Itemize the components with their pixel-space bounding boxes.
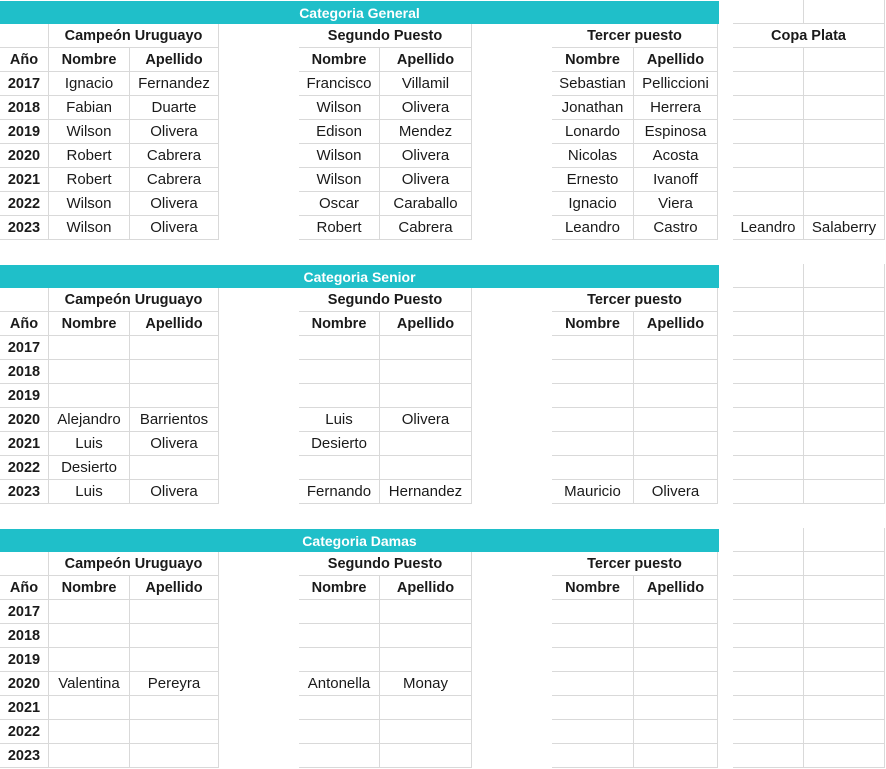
name-cell[interactable]: Fabian: [49, 96, 130, 120]
name-cell[interactable]: Fernandez: [130, 72, 219, 96]
name-cell[interactable]: [733, 360, 804, 384]
second-place-group-header: Segundo Puesto: [299, 288, 472, 312]
name-cell[interactable]: [49, 720, 130, 744]
name-cell[interactable]: [130, 336, 219, 360]
column-header-last-name: Apellido: [130, 312, 219, 336]
name-cell[interactable]: Cabrera: [380, 216, 472, 240]
section-title: Categoria General: [0, 1, 719, 24]
grid-cell[interactable]: [733, 552, 804, 576]
third-place-group-header: Tercer puesto: [552, 24, 718, 48]
name-cell[interactable]: [552, 384, 634, 408]
name-cell[interactable]: [380, 336, 472, 360]
name-cell[interactable]: [49, 744, 130, 768]
grid-cell[interactable]: [733, 0, 804, 24]
name-cell[interactable]: [804, 336, 885, 360]
name-cell[interactable]: Pereyra: [130, 672, 219, 696]
name-cell[interactable]: [733, 408, 804, 432]
column-header-first-name: Nombre: [552, 576, 634, 600]
name-cell[interactable]: [804, 744, 885, 768]
name-cell[interactable]: [804, 360, 885, 384]
name-cell[interactable]: [380, 696, 472, 720]
name-cell[interactable]: Luis: [49, 480, 130, 504]
column-header-first-name: Nombre: [49, 48, 130, 72]
grid-cell[interactable]: [804, 528, 885, 552]
year-column-header: Año: [0, 576, 49, 600]
name-cell[interactable]: [634, 624, 718, 648]
name-cell[interactable]: [552, 696, 634, 720]
year-cell: 2018: [0, 624, 49, 648]
name-cell[interactable]: Castro: [634, 216, 718, 240]
name-cell[interactable]: [804, 168, 885, 192]
silver-cup-group-header: Copa Plata: [733, 24, 885, 48]
name-cell[interactable]: Antonella: [299, 672, 380, 696]
grid-cell[interactable]: [733, 576, 804, 600]
name-cell[interactable]: Wilson: [49, 216, 130, 240]
name-cell[interactable]: [130, 384, 219, 408]
name-cell[interactable]: Olivera: [634, 480, 718, 504]
name-cell[interactable]: Leandro: [552, 216, 634, 240]
section-title: Categoria Damas: [0, 529, 719, 552]
name-cell[interactable]: Salaberry: [804, 216, 885, 240]
name-cell[interactable]: Wilson: [299, 96, 380, 120]
column-header-last-name: Apellido: [380, 48, 472, 72]
name-cell[interactable]: Wilson: [299, 144, 380, 168]
name-cell[interactable]: Lonardo: [552, 120, 634, 144]
name-cell[interactable]: [733, 144, 804, 168]
year-cell: 2020: [0, 672, 49, 696]
name-cell[interactable]: [733, 624, 804, 648]
name-cell[interactable]: [634, 432, 718, 456]
grid-cell[interactable]: [804, 576, 885, 600]
name-cell[interactable]: [299, 456, 380, 480]
name-cell[interactable]: Olivera: [130, 120, 219, 144]
grid-cell[interactable]: [804, 552, 885, 576]
grid-cell[interactable]: [804, 48, 885, 72]
name-cell[interactable]: [733, 480, 804, 504]
name-cell[interactable]: Alejandro: [49, 408, 130, 432]
name-cell[interactable]: [634, 720, 718, 744]
column-header-last-name: Apellido: [634, 312, 718, 336]
name-cell[interactable]: [804, 144, 885, 168]
name-cell[interactable]: [733, 96, 804, 120]
name-cell[interactable]: [804, 384, 885, 408]
column-header-first-name: Nombre: [552, 312, 634, 336]
name-cell[interactable]: Caraballo: [380, 192, 472, 216]
name-cell[interactable]: [804, 480, 885, 504]
name-cell[interactable]: [380, 432, 472, 456]
name-cell[interactable]: Luis: [299, 408, 380, 432]
year-cell: 2021: [0, 432, 49, 456]
name-cell[interactable]: [634, 408, 718, 432]
name-cell[interactable]: [634, 384, 718, 408]
grid-cell[interactable]: [804, 312, 885, 336]
name-cell[interactable]: [804, 192, 885, 216]
name-cell[interactable]: [804, 672, 885, 696]
name-cell[interactable]: [49, 624, 130, 648]
year-cell: 2017: [0, 72, 49, 96]
name-cell[interactable]: [733, 432, 804, 456]
column-header-last-name: Apellido: [130, 48, 219, 72]
name-cell[interactable]: [804, 96, 885, 120]
name-cell[interactable]: Luis: [49, 432, 130, 456]
name-cell[interactable]: Viera: [634, 192, 718, 216]
column-header-last-name: Apellido: [380, 312, 472, 336]
column-header-last-name: Apellido: [380, 576, 472, 600]
year-cell: 2020: [0, 144, 49, 168]
name-cell[interactable]: [299, 624, 380, 648]
name-cell[interactable]: [130, 720, 219, 744]
column-header-last-name: Apellido: [634, 48, 718, 72]
name-cell[interactable]: [634, 600, 718, 624]
name-cell[interactable]: [552, 744, 634, 768]
name-cell[interactable]: [552, 456, 634, 480]
name-cell[interactable]: [733, 600, 804, 624]
name-cell[interactable]: Pelliccioni: [634, 72, 718, 96]
name-cell[interactable]: [380, 456, 472, 480]
third-place-group-header: Tercer puesto: [552, 288, 718, 312]
name-cell[interactable]: Wilson: [299, 168, 380, 192]
name-cell[interactable]: [733, 120, 804, 144]
name-cell[interactable]: [299, 384, 380, 408]
name-cell[interactable]: Robert: [49, 144, 130, 168]
name-cell[interactable]: [634, 744, 718, 768]
name-cell[interactable]: [49, 384, 130, 408]
name-cell[interactable]: Francisco: [299, 72, 380, 96]
name-cell[interactable]: [380, 600, 472, 624]
year-cell: 2017: [0, 600, 49, 624]
second-place-group-header: Segundo Puesto: [299, 552, 472, 576]
name-cell[interactable]: Herrera: [634, 96, 718, 120]
name-cell[interactable]: Olivera: [130, 432, 219, 456]
column-header-last-name: Apellido: [634, 576, 718, 600]
name-cell[interactable]: [552, 432, 634, 456]
name-cell[interactable]: Ernesto: [552, 168, 634, 192]
name-cell[interactable]: [299, 696, 380, 720]
name-cell[interactable]: Monay: [380, 672, 472, 696]
name-cell[interactable]: [733, 168, 804, 192]
name-cell[interactable]: [552, 648, 634, 672]
name-cell[interactable]: Sebastian: [552, 72, 634, 96]
name-cell[interactable]: [804, 720, 885, 744]
name-cell[interactable]: [804, 432, 885, 456]
grid-cell[interactable]: [733, 264, 804, 288]
column-header-first-name: Nombre: [49, 576, 130, 600]
champion-group-header: Campeón Uruguayo: [49, 552, 219, 576]
grid-cell[interactable]: [804, 288, 885, 312]
name-cell[interactable]: Olivera: [130, 480, 219, 504]
year-cell: 2022: [0, 192, 49, 216]
name-cell[interactable]: [49, 336, 130, 360]
name-cell[interactable]: Barrientos: [130, 408, 219, 432]
name-cell[interactable]: [49, 360, 130, 384]
name-cell[interactable]: [804, 72, 885, 96]
name-cell[interactable]: [634, 648, 718, 672]
champion-group-header: Campeón Uruguayo: [49, 288, 219, 312]
grid-cell[interactable]: [0, 552, 49, 576]
name-cell[interactable]: Olivera: [380, 144, 472, 168]
name-cell[interactable]: [299, 600, 380, 624]
column-header-first-name: Nombre: [49, 312, 130, 336]
name-cell[interactable]: [804, 696, 885, 720]
name-cell[interactable]: [733, 744, 804, 768]
name-cell[interactable]: Valentina: [49, 672, 130, 696]
column-header-first-name: Nombre: [299, 576, 380, 600]
name-cell[interactable]: Mauricio: [552, 480, 634, 504]
year-cell: 2019: [0, 648, 49, 672]
name-cell[interactable]: [130, 648, 219, 672]
year-column-header: Año: [0, 48, 49, 72]
grid-cell[interactable]: [804, 0, 885, 24]
name-cell[interactable]: Duarte: [130, 96, 219, 120]
year-cell: 2018: [0, 360, 49, 384]
name-cell[interactable]: Mendez: [380, 120, 472, 144]
name-cell[interactable]: Fernando: [299, 480, 380, 504]
name-cell[interactable]: [804, 120, 885, 144]
name-cell[interactable]: Ignacio: [49, 72, 130, 96]
year-cell: 2022: [0, 720, 49, 744]
name-cell[interactable]: [130, 744, 219, 768]
name-cell[interactable]: Desierto: [299, 432, 380, 456]
name-cell[interactable]: [552, 600, 634, 624]
name-cell[interactable]: [733, 72, 804, 96]
name-cell[interactable]: [552, 336, 634, 360]
name-cell[interactable]: Jonathan: [552, 96, 634, 120]
third-place-group-header: Tercer puesto: [552, 552, 718, 576]
second-place-group-header: Segundo Puesto: [299, 24, 472, 48]
champion-group-header: Campeón Uruguayo: [49, 24, 219, 48]
name-cell[interactable]: [299, 720, 380, 744]
name-cell[interactable]: [733, 336, 804, 360]
name-cell[interactable]: [634, 456, 718, 480]
name-cell[interactable]: [130, 624, 219, 648]
column-header-first-name: Nombre: [299, 48, 380, 72]
name-cell[interactable]: Olivera: [380, 168, 472, 192]
year-column-header: Año: [0, 312, 49, 336]
name-cell[interactable]: [49, 696, 130, 720]
name-cell[interactable]: [733, 672, 804, 696]
name-cell[interactable]: [804, 600, 885, 624]
name-cell[interactable]: Olivera: [380, 408, 472, 432]
name-cell[interactable]: [552, 720, 634, 744]
name-cell[interactable]: Nicolas: [552, 144, 634, 168]
grid-cell[interactable]: [804, 264, 885, 288]
name-cell[interactable]: [804, 456, 885, 480]
name-cell[interactable]: [299, 360, 380, 384]
name-cell[interactable]: [130, 696, 219, 720]
name-cell[interactable]: [299, 336, 380, 360]
name-cell[interactable]: [804, 648, 885, 672]
name-cell[interactable]: [130, 360, 219, 384]
name-cell[interactable]: [804, 408, 885, 432]
name-cell[interactable]: [552, 360, 634, 384]
name-cell[interactable]: Ignacio: [552, 192, 634, 216]
name-cell[interactable]: [380, 648, 472, 672]
name-cell[interactable]: Cabrera: [130, 168, 219, 192]
column-header-last-name: Apellido: [130, 576, 219, 600]
name-cell[interactable]: Edison: [299, 120, 380, 144]
name-cell[interactable]: [299, 744, 380, 768]
year-cell: 2019: [0, 120, 49, 144]
grid-cell[interactable]: [733, 48, 804, 72]
grid-cell[interactable]: [0, 288, 49, 312]
name-cell[interactable]: Olivera: [130, 216, 219, 240]
name-cell[interactable]: [380, 360, 472, 384]
name-cell[interactable]: Hernandez: [380, 480, 472, 504]
name-cell[interactable]: [634, 696, 718, 720]
column-header-first-name: Nombre: [299, 312, 380, 336]
name-cell[interactable]: Olivera: [380, 96, 472, 120]
grid-cell[interactable]: [0, 24, 49, 48]
name-cell[interactable]: Leandro: [733, 216, 804, 240]
grid-cell[interactable]: [733, 312, 804, 336]
name-cell[interactable]: Villamil: [380, 72, 472, 96]
name-cell[interactable]: Wilson: [49, 120, 130, 144]
year-cell: 2021: [0, 696, 49, 720]
name-cell[interactable]: [552, 672, 634, 696]
name-cell[interactable]: [634, 360, 718, 384]
year-cell: 2022: [0, 456, 49, 480]
name-cell[interactable]: [634, 672, 718, 696]
year-cell: 2023: [0, 480, 49, 504]
year-cell: 2021: [0, 168, 49, 192]
name-cell[interactable]: [733, 384, 804, 408]
name-cell[interactable]: Espinosa: [634, 120, 718, 144]
year-cell: 2017: [0, 336, 49, 360]
year-cell: 2019: [0, 384, 49, 408]
name-cell[interactable]: Ivanoff: [634, 168, 718, 192]
name-cell[interactable]: [380, 384, 472, 408]
name-cell[interactable]: [49, 648, 130, 672]
name-cell[interactable]: Olivera: [130, 192, 219, 216]
name-cell[interactable]: Wilson: [49, 192, 130, 216]
name-cell[interactable]: [733, 456, 804, 480]
name-cell[interactable]: Robert: [299, 216, 380, 240]
section-title: Categoria Senior: [0, 265, 719, 288]
year-cell: 2018: [0, 96, 49, 120]
name-cell[interactable]: Acosta: [634, 144, 718, 168]
name-cell[interactable]: [130, 456, 219, 480]
name-cell[interactable]: [130, 600, 219, 624]
name-cell[interactable]: [552, 624, 634, 648]
name-cell[interactable]: [634, 336, 718, 360]
name-cell[interactable]: Cabrera: [130, 144, 219, 168]
grid-cell[interactable]: [733, 528, 804, 552]
name-cell[interactable]: [380, 744, 472, 768]
name-cell[interactable]: [804, 624, 885, 648]
name-cell[interactable]: [49, 600, 130, 624]
name-cell[interactable]: [733, 720, 804, 744]
grid-cell[interactable]: [733, 288, 804, 312]
name-cell[interactable]: [380, 720, 472, 744]
year-cell: 2020: [0, 408, 49, 432]
name-cell[interactable]: [733, 696, 804, 720]
year-cell: 2023: [0, 744, 49, 768]
name-cell[interactable]: Desierto: [49, 456, 130, 480]
year-cell: 2023: [0, 216, 49, 240]
name-cell[interactable]: [299, 648, 380, 672]
name-cell[interactable]: [380, 624, 472, 648]
name-cell[interactable]: [733, 648, 804, 672]
name-cell[interactable]: Robert: [49, 168, 130, 192]
column-header-first-name: Nombre: [552, 48, 634, 72]
name-cell[interactable]: [552, 408, 634, 432]
name-cell[interactable]: [733, 192, 804, 216]
name-cell[interactable]: Oscar: [299, 192, 380, 216]
